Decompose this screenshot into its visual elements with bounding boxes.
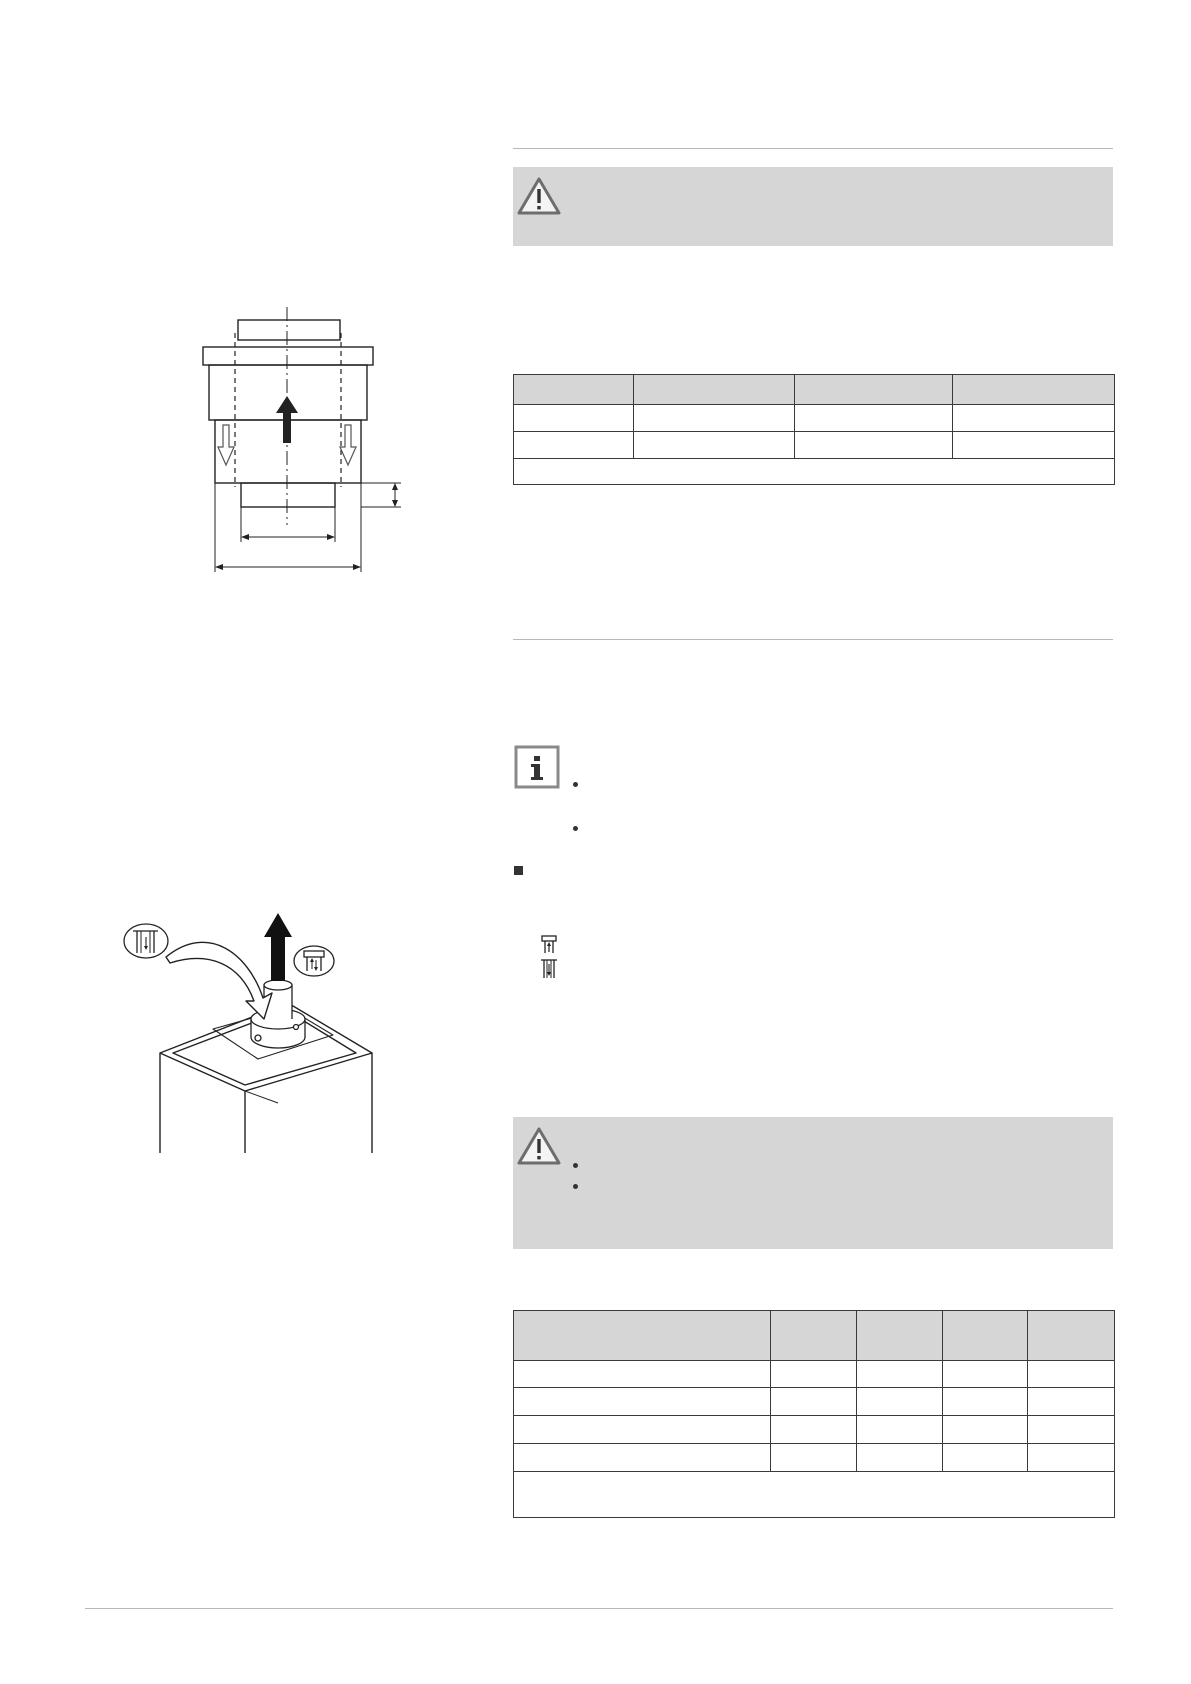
table-cell bbox=[514, 1444, 771, 1472]
table-row bbox=[514, 405, 1115, 432]
table-cell bbox=[1028, 1311, 1115, 1361]
table-cell bbox=[943, 1444, 1028, 1472]
table-cell bbox=[771, 1416, 857, 1444]
table-header-row bbox=[514, 1311, 1115, 1361]
table-cell bbox=[514, 1416, 771, 1444]
warning-bullet bbox=[573, 1184, 578, 1189]
table-cell bbox=[514, 405, 634, 432]
table-cell bbox=[771, 1388, 857, 1416]
info-bullet bbox=[573, 826, 578, 831]
table-footer-cell bbox=[514, 1472, 1115, 1518]
table-cell bbox=[953, 432, 1115, 459]
section-rule-top bbox=[513, 148, 1113, 149]
table-row bbox=[514, 1388, 1115, 1416]
table-cell bbox=[857, 1388, 943, 1416]
table-cell bbox=[943, 1361, 1028, 1388]
table-cell bbox=[771, 1311, 857, 1361]
table-cell bbox=[634, 432, 795, 459]
table-row bbox=[514, 1416, 1115, 1444]
table-cell bbox=[1028, 1444, 1115, 1472]
table-cell bbox=[795, 405, 953, 432]
warning-triangle-icon bbox=[516, 1126, 562, 1166]
table-cell bbox=[953, 375, 1115, 405]
table-cell bbox=[634, 375, 795, 405]
table-footer-row bbox=[514, 1472, 1115, 1518]
info-icon bbox=[514, 745, 560, 789]
table-cell bbox=[514, 432, 634, 459]
flue-adapter-figure bbox=[195, 307, 415, 587]
table-cell bbox=[1028, 1388, 1115, 1416]
table-footer-row bbox=[514, 459, 1115, 485]
table-header-row bbox=[514, 375, 1115, 405]
table-footer-cell bbox=[514, 459, 1115, 485]
table-row bbox=[514, 1444, 1115, 1472]
table-row bbox=[514, 432, 1115, 459]
warning-triangle-icon bbox=[516, 176, 562, 216]
table-cell bbox=[943, 1416, 1028, 1444]
table-2 bbox=[513, 1310, 1115, 1518]
table-cell bbox=[943, 1311, 1028, 1361]
info-bullet bbox=[573, 782, 578, 787]
table-cell bbox=[771, 1444, 857, 1472]
table-cell bbox=[1028, 1416, 1115, 1444]
warning-bullet bbox=[573, 1163, 578, 1168]
table-cell bbox=[514, 1388, 771, 1416]
table-row bbox=[514, 1361, 1115, 1388]
table-cell bbox=[857, 1311, 943, 1361]
flue-adapter-down-icon bbox=[540, 958, 560, 980]
warning-box-1 bbox=[513, 167, 1113, 246]
table-cell bbox=[1028, 1361, 1115, 1388]
table-cell bbox=[795, 432, 953, 459]
table-cell bbox=[634, 405, 795, 432]
table-cell bbox=[953, 405, 1115, 432]
table-cell bbox=[514, 1311, 771, 1361]
section-rule-middle bbox=[513, 639, 1113, 640]
table-cell bbox=[795, 375, 953, 405]
table-cell bbox=[514, 375, 634, 405]
table-cell bbox=[857, 1444, 943, 1472]
boiler-flue-figure bbox=[118, 913, 418, 1213]
table-cell bbox=[771, 1361, 857, 1388]
section-square-marker bbox=[514, 866, 523, 875]
footer-rule bbox=[85, 1608, 1113, 1609]
table-1 bbox=[513, 374, 1115, 485]
flue-adapter-up-icon bbox=[540, 935, 560, 955]
table-cell bbox=[857, 1361, 943, 1388]
table-cell bbox=[514, 1361, 771, 1388]
table-cell bbox=[857, 1416, 943, 1444]
table-cell bbox=[943, 1388, 1028, 1416]
warning-box-2 bbox=[513, 1117, 1113, 1249]
